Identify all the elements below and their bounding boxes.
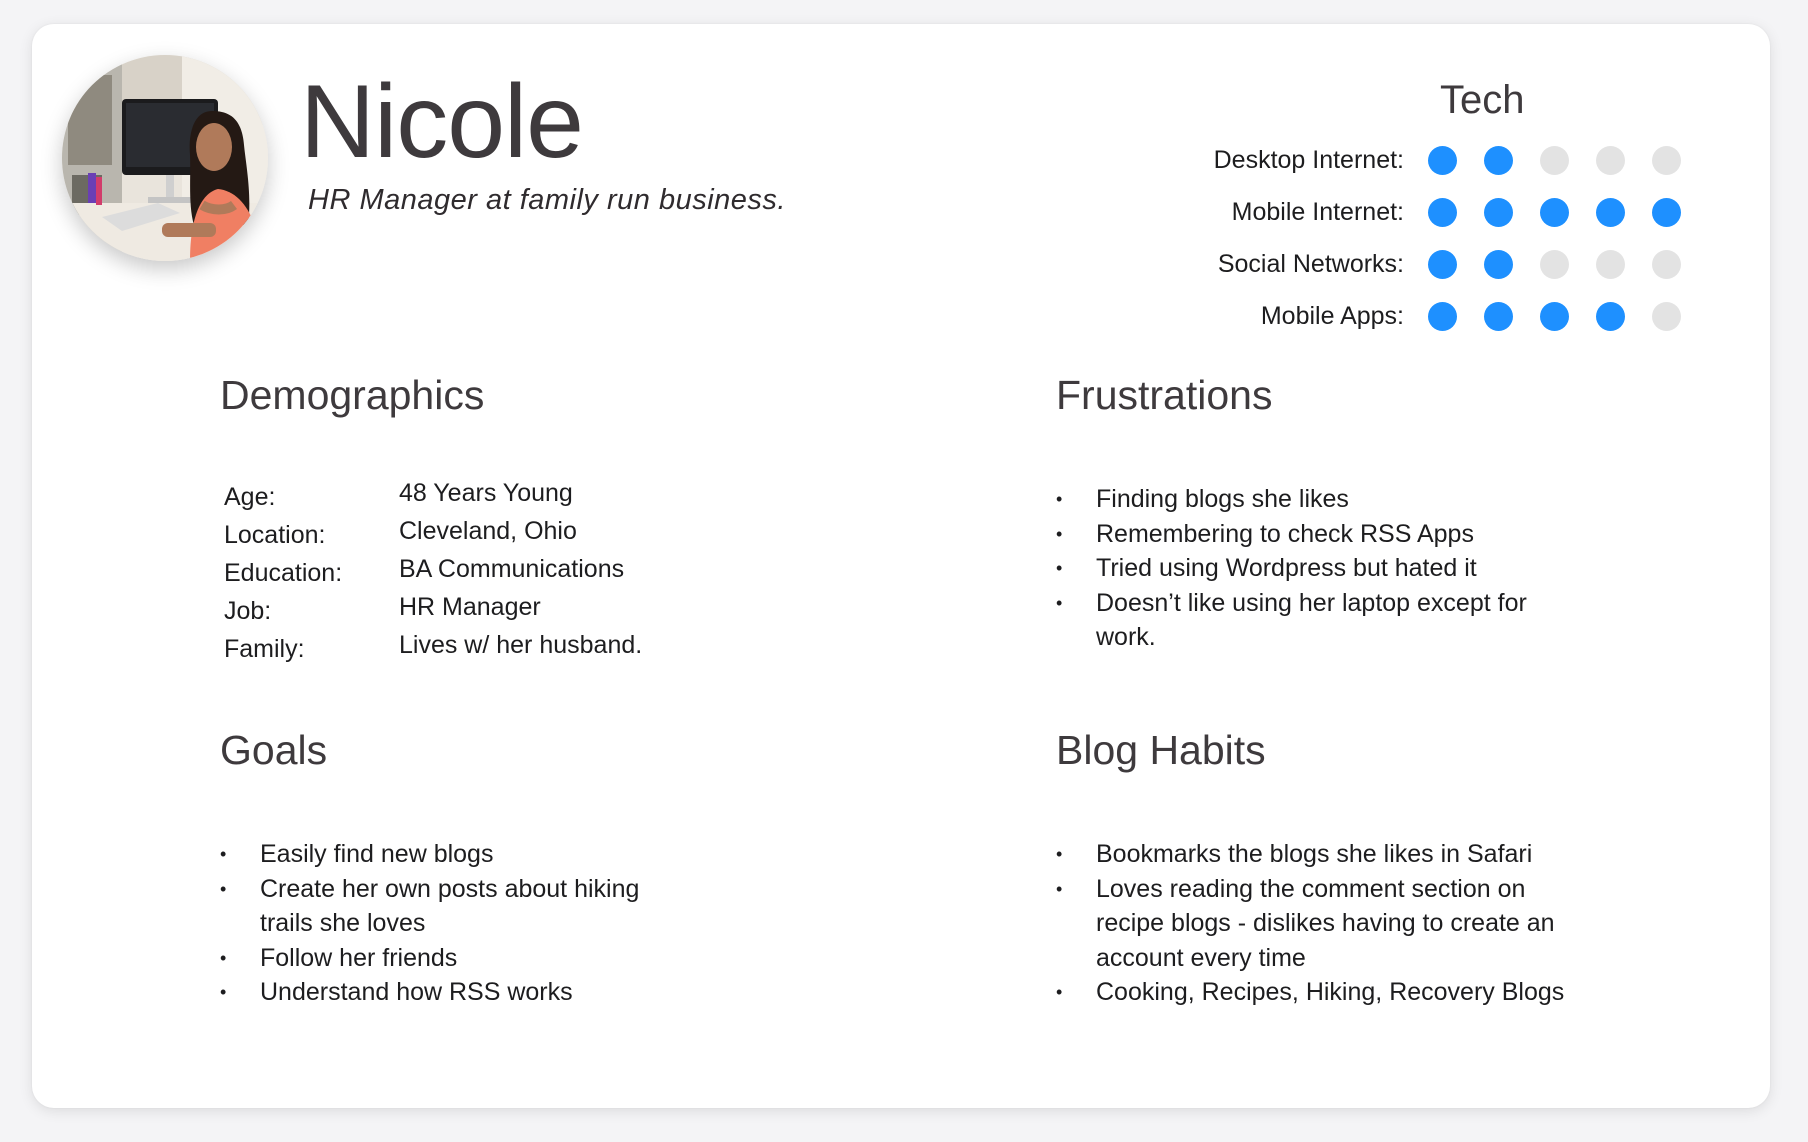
tech-label: Mobile Apps:	[1260, 302, 1404, 330]
rating-dot-filled	[1428, 250, 1457, 279]
tech-row	[1132, 136, 1732, 188]
tech-label: Mobile Internet:	[1231, 198, 1404, 226]
rating-dot-filled	[1596, 198, 1625, 227]
tech-title: Tech	[1440, 78, 1525, 122]
family-label: Family:	[224, 635, 305, 663]
persona-name: Nicole	[300, 64, 583, 180]
avatar	[62, 55, 268, 261]
bullet-icon: •	[220, 982, 227, 1002]
list-item: • Create her own posts about hiking trails she loves	[220, 872, 690, 941]
bullet-icon: •	[1056, 982, 1063, 1002]
list-item: • Doesn’t like using her laptop except for work.	[1056, 586, 1576, 655]
demographics-row-family	[224, 631, 642, 669]
blog-habits-title: Blog Habits	[1056, 727, 1266, 773]
education-value: BA Communications	[399, 555, 625, 583]
list-item: • Follow her friends	[220, 941, 690, 976]
list-item: • Bookmarks the blogs she likes in Safari	[1056, 837, 1596, 872]
rating-dots	[1428, 146, 1681, 175]
age-label: Age:	[224, 483, 276, 511]
rating-dot-filled	[1484, 198, 1513, 227]
rating-dot-filled	[1540, 198, 1569, 227]
rating-dot-filled	[1596, 302, 1625, 331]
rating-dot-empty	[1652, 302, 1681, 331]
bullet-icon: •	[220, 878, 227, 899]
rating-dot-filled	[1428, 146, 1457, 175]
bullet-icon: •	[1056, 592, 1063, 613]
rating-dot-filled	[1540, 302, 1569, 331]
rating-dots	[1428, 250, 1681, 279]
rating-dot-filled	[1652, 198, 1681, 227]
rating-dot-empty	[1596, 146, 1625, 175]
rating-dot-empty	[1652, 250, 1681, 279]
demographics-row-location	[224, 517, 642, 555]
rating-dot-empty	[1540, 146, 1569, 175]
education-label: Education:	[224, 559, 343, 587]
demographics-row-education	[224, 555, 642, 593]
rating-dot-filled	[1428, 198, 1457, 227]
list-item: • Easily find new blogs	[220, 837, 690, 872]
list-item: • Tried using Wordpress but hated it	[1056, 551, 1576, 586]
bullet-icon: •	[1056, 523, 1063, 544]
list-item: • Finding blogs she likes	[1056, 482, 1576, 517]
demographics-table	[224, 479, 642, 669]
list-item: • Loves reading the comment section on recipe blogs - dislikes having to create an account every time	[1056, 872, 1596, 976]
job-value: HR Manager	[399, 593, 541, 621]
persona-tagline: HR Manager at family run business.	[308, 184, 786, 216]
rating-dot-filled	[1428, 302, 1457, 331]
frustrations-list	[1056, 482, 1576, 655]
rating-dot-empty	[1596, 250, 1625, 279]
location-value: Cleveland, Ohio	[399, 517, 577, 545]
bullet-icon: •	[1056, 489, 1063, 509]
tech-label: Social Networks:	[1217, 250, 1404, 278]
blog-habits-list	[1056, 837, 1596, 1010]
bullet-icon: •	[1056, 844, 1063, 864]
goals-title: Goals	[220, 727, 328, 773]
tech-row	[1132, 240, 1732, 292]
list-item: • Understand how RSS works	[220, 975, 690, 1010]
rating-dot-filled	[1484, 146, 1513, 175]
goals-list	[220, 837, 690, 1010]
tech-ratings	[1132, 136, 1732, 344]
rating-dots	[1428, 302, 1681, 331]
list-item: • Cooking, Recipes, Hiking, Recovery Blogs	[1056, 975, 1596, 1010]
rating-dot-empty	[1652, 146, 1681, 175]
persona-photo	[62, 55, 268, 261]
rating-dot-filled	[1484, 302, 1513, 331]
persona-card	[32, 24, 1770, 1108]
tech-label: Desktop Internet:	[1213, 146, 1404, 174]
demographics-title: Demographics	[220, 372, 485, 418]
rating-dot-filled	[1484, 250, 1513, 279]
demographics-row-job	[224, 593, 642, 631]
job-label: Job:	[224, 597, 272, 625]
family-value: Lives w/ her husband.	[399, 631, 643, 659]
bullet-icon: •	[1056, 558, 1063, 578]
demographics-row-age	[224, 479, 642, 517]
bullet-icon: •	[220, 947, 227, 968]
list-item: • Remembering to check RSS Apps	[1056, 517, 1576, 552]
rating-dot-empty	[1540, 250, 1569, 279]
bullet-icon: •	[220, 844, 227, 864]
age-value: 48 Years Young	[399, 479, 573, 507]
bullet-icon: •	[1056, 878, 1063, 899]
tech-row	[1132, 292, 1732, 344]
tech-row	[1132, 188, 1732, 240]
location-label: Location:	[224, 521, 326, 549]
rating-dots	[1428, 198, 1681, 227]
frustrations-title: Frustrations	[1056, 372, 1273, 418]
